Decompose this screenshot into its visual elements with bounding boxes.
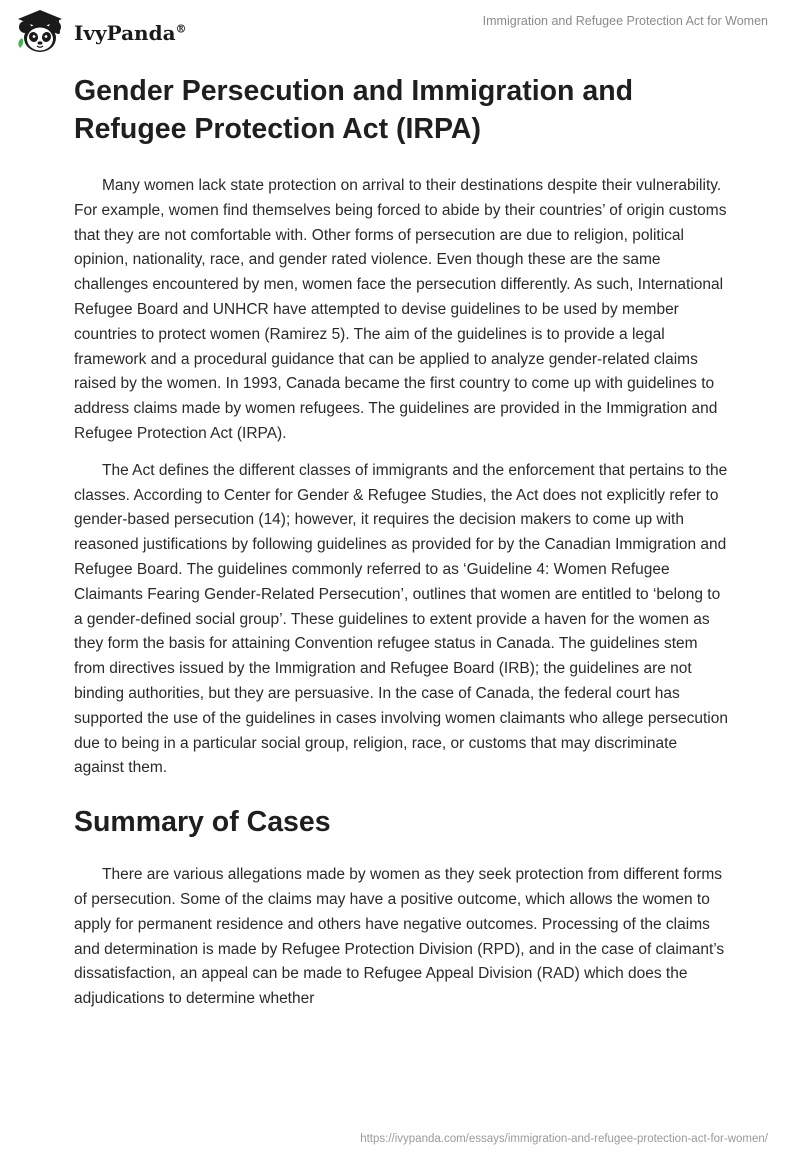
source-url-link[interactable]: https://ivypanda.com/essays/immigration-and-refugee-protection-act-for-women/ [360,1133,768,1145]
section-heading-summary-of-cases: Summary of Cases [74,806,331,839]
paragraph: The Act defines the different classes of immigrants and the enforcement that pertains to the classes. According to Center for Gender & Refugee Studies, the Act does not explicitly refer to gender-based persecution (14); however, it requires the decision makers to come up with reasoned justifications by following guidelines as provided for by the Canadian Immigration and Refugee Board. The guidelines commonly referred to as ‘Guideline 4: Women Refugee Claimants Fearing Gender-Related Persecution’, outlines that women are entitled to ‘belong to a gender-defined social group’. These guidelines to extent provide a haven for the women as they form the basis for attaining Convention refugee status in Canada. The guidelines stem from directives issued by the Immigration and Refugee Board (IRB); the guidelines are not binding authorities, but they are persuasive. In the case of Canada, the federal court has supported the use of the guidelines in cases involving women claimants who allege persecution due to being in a particular social group, religion, race, or customs that may discriminate against them. [74,461,728,777]
ivypanda-logo[interactable] [14,8,187,56]
paragraph: There are various allegations made by women as they seek protection from different forms of persecution. Some of the claims may have a positive outcome, which allows the women to apply for permanent residence and others have negative outcomes. Processing of the claims and determination is made by Refugee Protection Division (RPD), and in the case of claimant’s dissatisfaction, an appeal can be made to Refugee Appeal Division (RAD) which does the adjudications to determine whether [74,866,725,1008]
brand-name: IvyPanda® [74,21,187,45]
section-heading-gender-persecution: Gender Persecution and Immigration and Refugee Protection Act (IRPA) [74,75,634,145]
paragraph: Many women lack state protection on arrival to their destinations despite their vulnerability. For example, women find themselves being forced to abide by their countries’ of origin customs that they are not comfortable with. Other forms of persecution are due to religion, political opinion, nationality, race, and gender rated violence. Even though these are the same challenges encountered by men, women face the persecution differently. As such, International Refugee Board and UNHCR have attempted to devise guidelines to be used by member countries to protect women (Ramirez 5). The aim of the guidelines is to provide a legal framework and a procedural guidance that can be applied to analyze gender-related claims raised by the women. In 1993, Canada became the first country to come up with guidelines to address claims made by women refugees. The guidelines are provided in the Immigration and Refugee Protection Act (IRPA). [74,177,727,442]
page-header [0,0,800,60]
essay-content [74,72,728,1012]
registered-mark: ® [175,22,187,36]
panda-graduate-icon [14,8,66,56]
document-title: Immigration and Refugee Protection Act for Women [482,14,768,28]
